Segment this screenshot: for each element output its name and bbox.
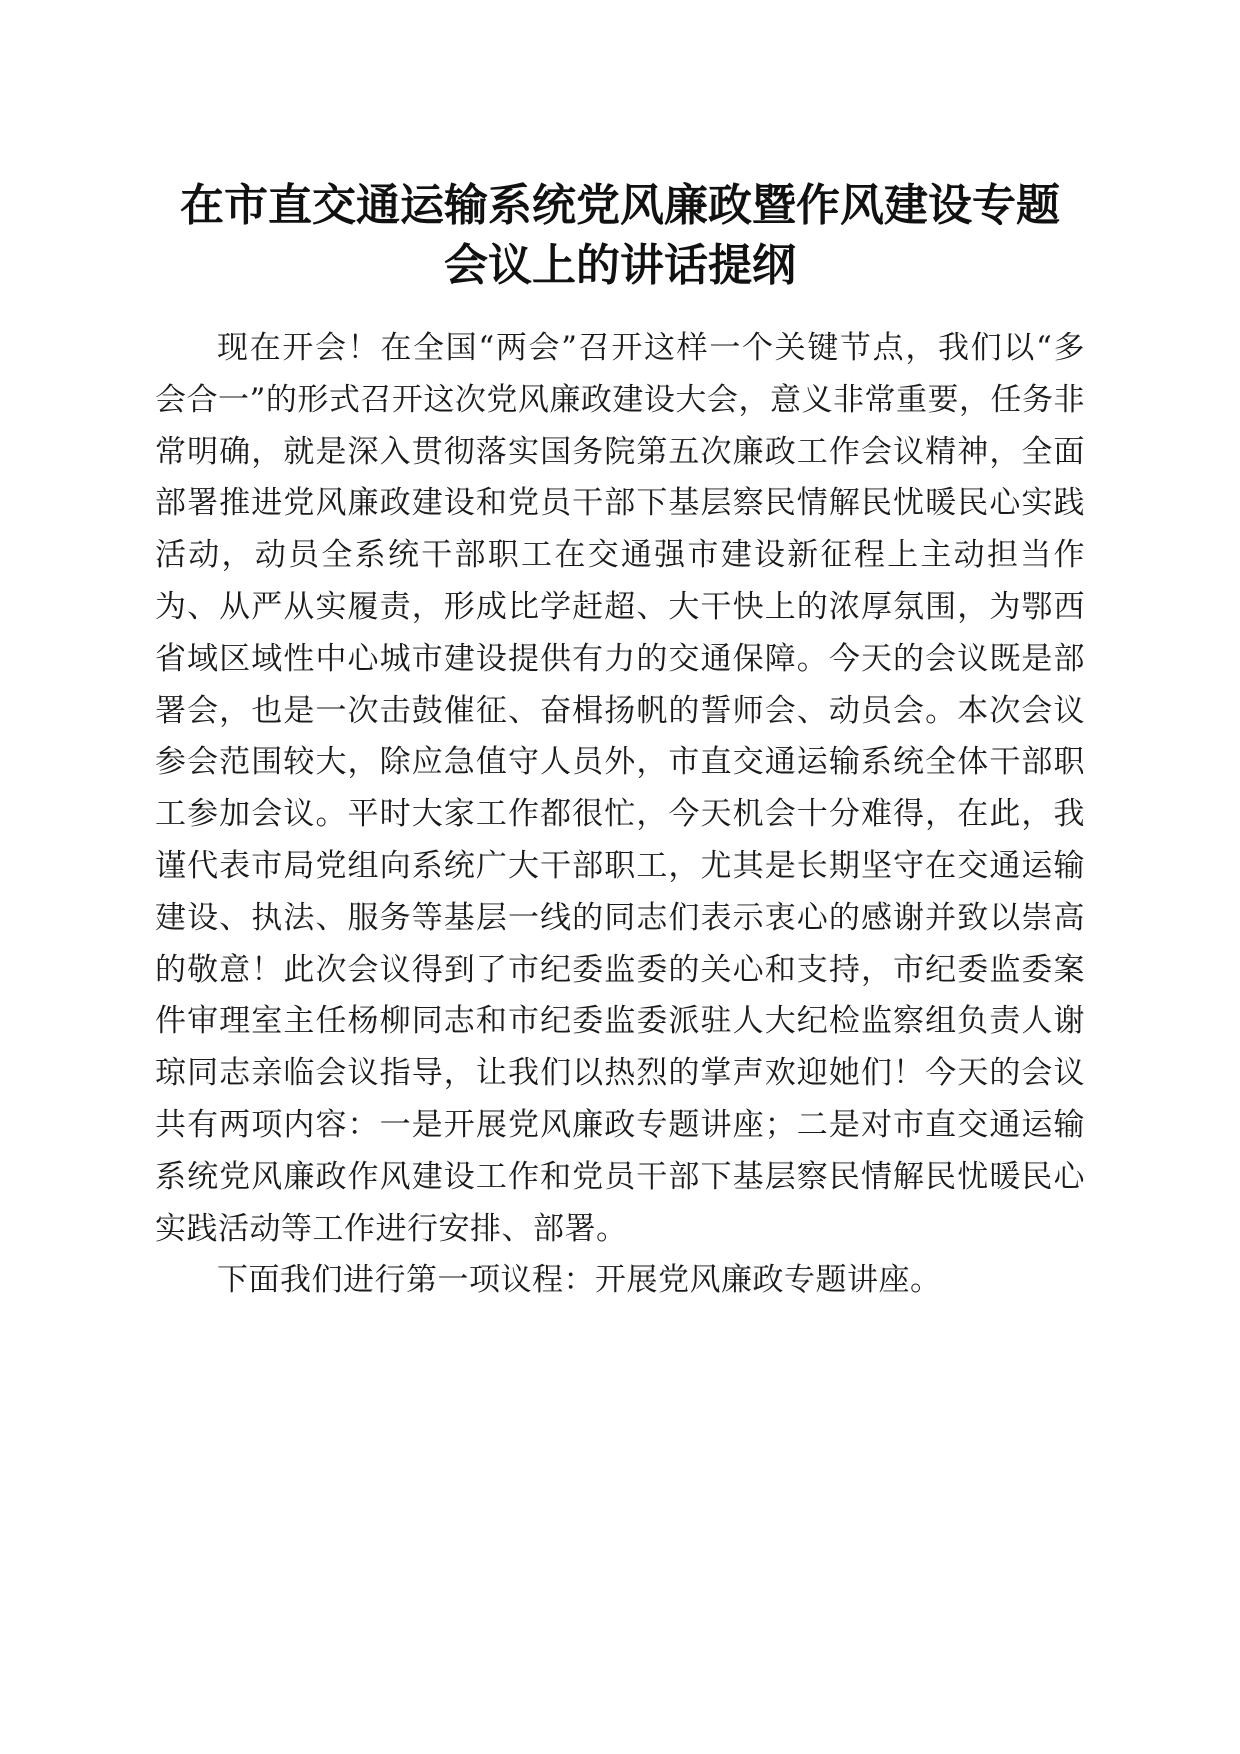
body-paragraph-opening: 现在开会！在全国“两会”召开这样一个关键节点，我们以“多会合一”的形式召开这次党风廉政建设大会，意义非常重要，任务非常明确，就是深入贯彻落实国务院第五次廉政工作会议精神，全面部署推进党风廉政建设和党员干部下基层察民情解民忧暖民心实践活动，动员全系统干部职工在交通强市建设新征程上主动担当作为、从严从实履责，形成比学赶超、大干快上的浓厚氛围，为鄂西省域区域性中心城市建设提供有力的交通保障。今天的会议既是部署会，也是一次击鼓催征、奋楫扬帆的誓师会、动员会。本次会议参会范围较大，除应急值守人员外，市直交通运输系统全体干部职工参加会议。平时大家工作都很忙，今天机会十分难得，在此，我谨代表市局党组向系统广大干部职工，尤其是长期坚守在交通运输建设、执法、服务等基层一线的同志们表示衷心的感谢并致以崇高的敬意！此次会议得到了市纪委监委的关心和支持，市纪委监委案件审理室主任杨柳同志和市纪委监委派驻人大纪检监察组负责人谢琼同志亲临会议指导，让我们以热烈的掌声欢迎她们！今天的会议共有两项内容：一是开展党风廉政专题讲座；二是对市直交通运输系统党风廉政作风建设工作和党员干部下基层察民情解民忧暖民心实践活动等工作进行安排、部署。 bbox=[155, 330, 1085, 1247]
document-title bbox=[140, 176, 1100, 296]
document-title-line-2: 会议上的讲话提纲 bbox=[444, 240, 796, 291]
document-body bbox=[155, 323, 1085, 1307]
document-title-line-1: 在市直交通运输系统党风廉政暨作风建设专题 bbox=[180, 180, 1060, 231]
body-paragraph-agenda: 下面我们进行第一项议程：开展党风廉政专题讲座。 bbox=[217, 1262, 942, 1299]
